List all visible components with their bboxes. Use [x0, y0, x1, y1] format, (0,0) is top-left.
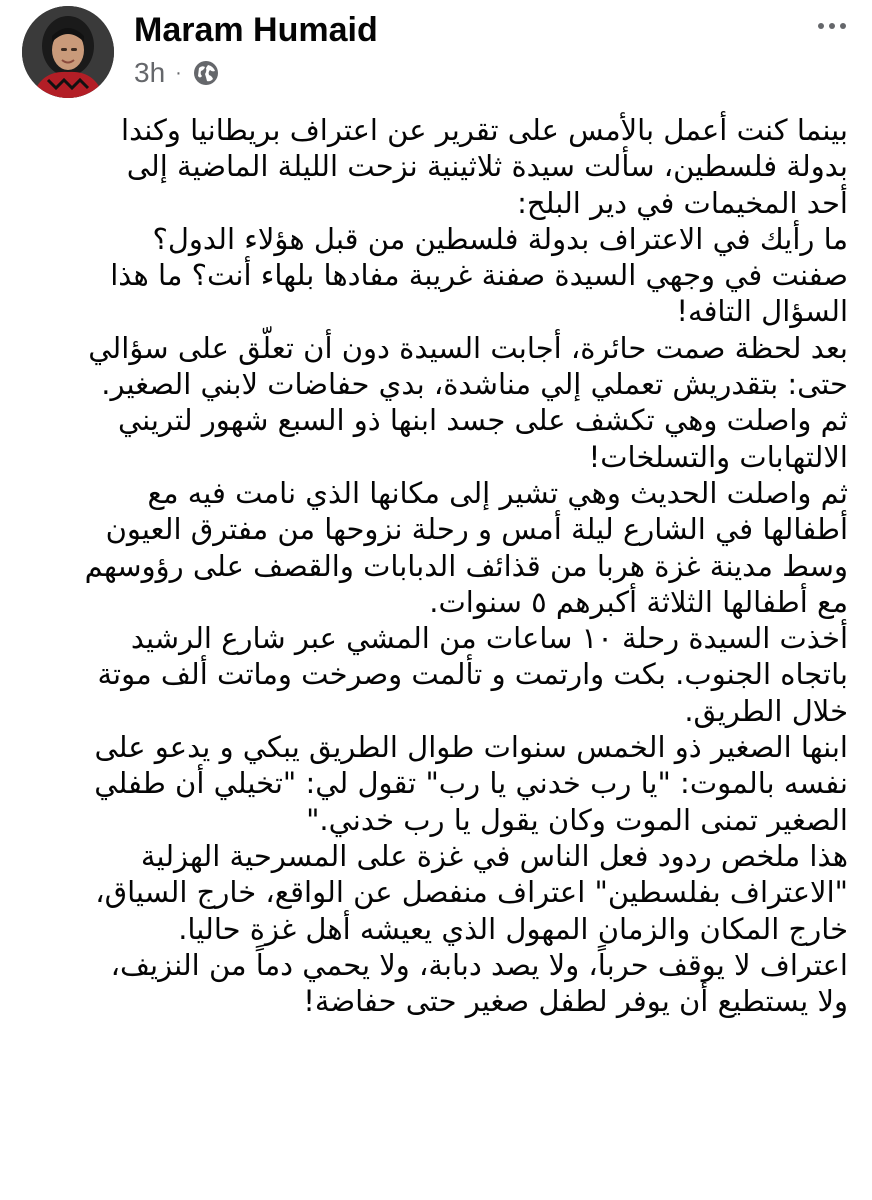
- post-paragraph: بعد لحظة صمت حائرة، أجابت السيدة دون أن تعلّق على سؤالي حتى: بتقدريش تعملي إلي مناشدة، بدي حفاضات لابني الصغير. ثم واصلت وهي تكشف على جسد ابنها ذو السبع شهور لتريني الالتهابات والتسلخات!: [88, 330, 848, 474]
- post-paragraph: بينما كنت أعمل بالأمس على تقرير عن اعتراف بريطانيا وكندا بدولة فلسطين، سألت سيدة ثلاثينية نزحت الليلة الماضية إلى أحد المخيمات في دير البلح:: [121, 113, 848, 220]
- post-meta: [134, 56, 220, 90]
- meta-separator: ·: [175, 61, 182, 84]
- post-paragraph: ابنها الصغير ذو الخمس سنوات طوال الطريق يبكي و يدعو على نفسه بالموت: "يا رب خدني يا رب" تقول لي: "تخيلي أن طفلي الصغير تمنى الموت وكان يقول يا رب خدني.": [94, 730, 848, 837]
- author-avatar[interactable]: [22, 6, 114, 98]
- post-paragraph: ما رأيك في الاعتراف بدولة فلسطين من قبل هؤلاء الدول؟: [152, 221, 848, 256]
- more-options-button[interactable]: [808, 6, 856, 46]
- post-paragraph: اعتراف لا يوقف حرباً، ولا يصد دبابة، ولا يحمي دماً من النزيف، ولا يستطيع أن يوفر لطفل صغير حتى حفاضة!: [110, 947, 848, 1019]
- post-paragraph: ثم واصلت الحديث وهي تشير إلى مكانها الذي نامت فيه مع أطفالها في الشارع ليلة أمس و رحلة نزوحها من مفترق العيون وسط مدينة غزة هربا من قذائف الدبابات والقصف على رؤوسهم مع أطفالها الثلاثة أكبرهم ٥ سنوات.: [84, 475, 848, 619]
- post-paragraph: هذا ملخص ردود فعل الناس في غزة على المسرحية الهزلية "الاعتراف بفلسطين" اعتراف منفصل عن الواقع، خارج السياق، خارج المكان والزمان المهول الذي يعيشه أهل غزة حاليا.: [95, 838, 848, 946]
- more-dot-icon: [829, 23, 835, 29]
- post-paragraph: صفنت في وجهي السيدة صفنة غريبة مفادها بلهاء أنت؟ ما هذا السؤال التافه!: [110, 258, 848, 329]
- author-name[interactable]: Maram Humaid: [134, 11, 378, 49]
- globe-icon[interactable]: [192, 59, 220, 87]
- post-paragraph: أخذت السيدة رحلة ١٠ ساعات من المشي عبر شارع الرشيد باتجاه الجنوب. بكت وارتمت و تألمت وصرخت وماتت ألف موتة خلال الطريق.: [97, 621, 848, 728]
- post-text: [10, 112, 848, 1019]
- avatar-photo: [22, 6, 114, 98]
- more-dot-icon: [840, 23, 846, 29]
- post-time[interactable]: 3h: [134, 57, 166, 88]
- more-dot-icon: [818, 23, 824, 29]
